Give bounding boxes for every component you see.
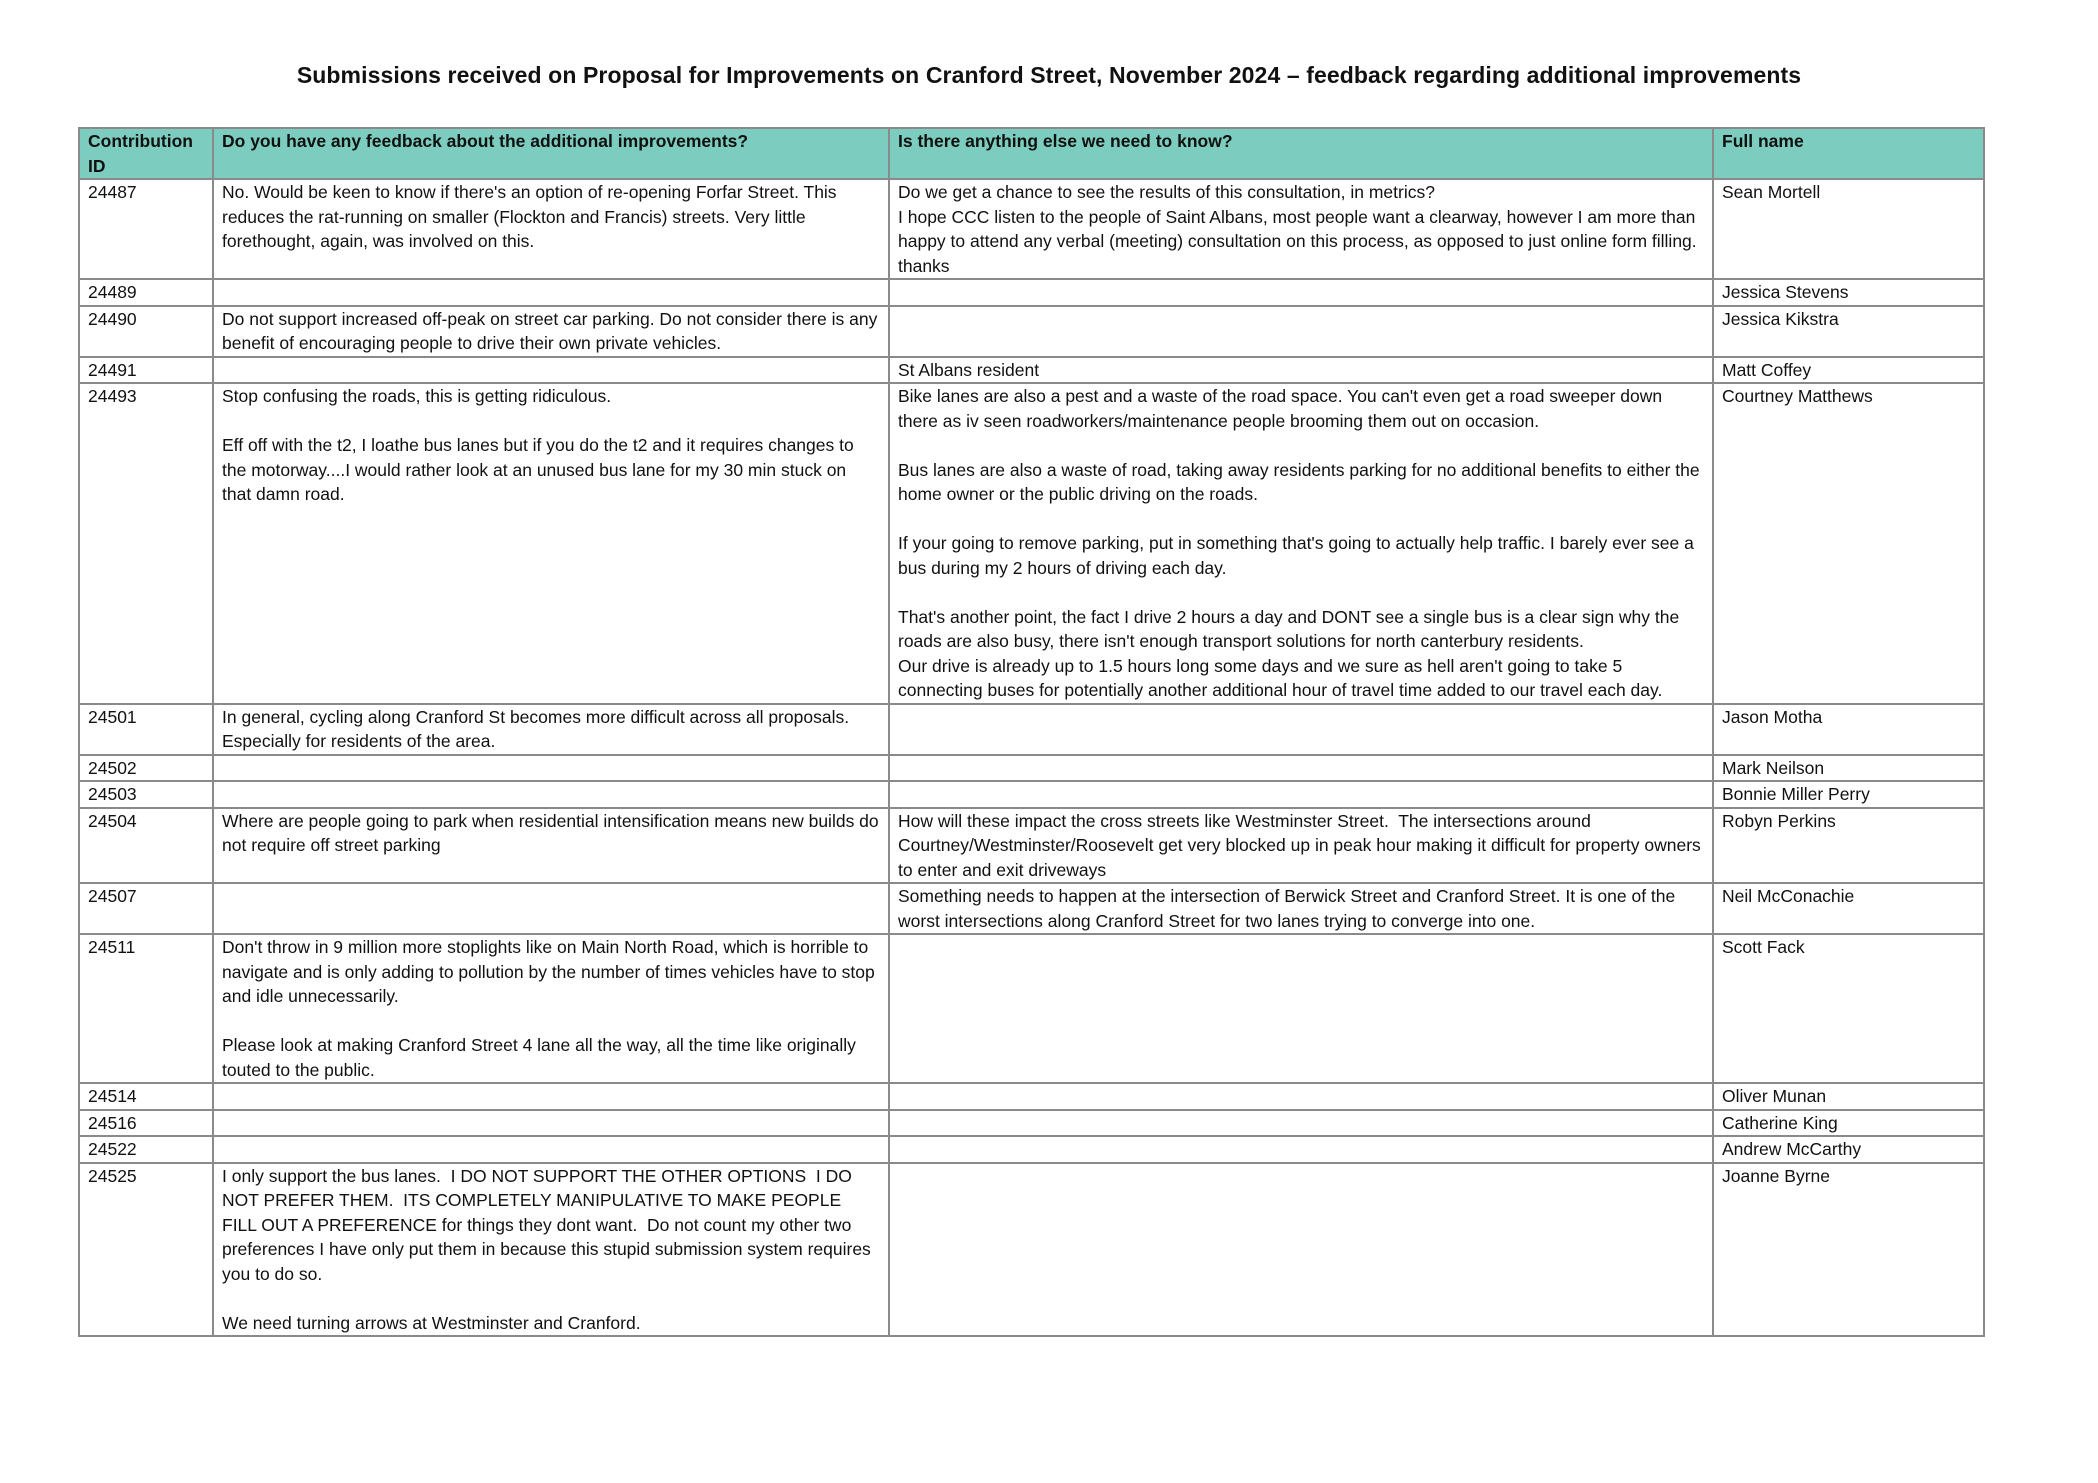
contribution-id-cell: 24522 [79,1136,213,1163]
anything-else-cell [889,781,1713,808]
table-row [79,883,1984,934]
full-name-cell: Bonnie Miller Perry [1713,781,1984,808]
contribution-id-cell: 24503 [79,781,213,808]
feedback-cell [213,357,889,384]
full-name-cell: Joanne Byrne [1713,1163,1984,1337]
table-row [79,755,1984,782]
header-contribution-id: Contribution ID [79,128,213,179]
document-title: Submissions received on Proposal for Improvements on Cranford Street, November 2024 – feedback regarding additional improvements [296,62,1802,88]
table-row [79,179,1984,279]
full-name-cell: Sean Mortell [1713,179,1984,279]
anything-else-cell: Bike lanes are also a pest and a waste of the road space. You can't even get a road sweeper down there as iv seen roadworkers/maintenance people brooming them out on occasion. Bus lanes are also a waste of road, taking away residents parking for no additional benefits to either the home owner or the public driving on the roads. If your going to remove parking, put in something that's going to actually help traffic. I barely ever see a bus during my 2 hours of driving each day. That's another point, the fact I drive 2 hours a day and DONT see a single bus is a clear sign why the roads are also busy, there isn't enough transport solutions for north canterbury residents. Our drive is already up to 1.5 hours long some days and we sure as hell aren't going to take 5 connecting buses for potentially another additional hour of travel time added to our travel each day. [889,383,1713,704]
contribution-id-cell: 24491 [79,357,213,384]
anything-else-cell [889,306,1713,357]
header-anything-else: Is there anything else we need to know? [889,128,1713,179]
contribution-id-cell: 24490 [79,306,213,357]
contribution-id-cell: 24489 [79,279,213,306]
anything-else-cell [889,1163,1713,1337]
table-row [79,808,1984,884]
full-name-cell: Oliver Munan [1713,1083,1984,1110]
table-row [79,279,1984,306]
anything-else-cell [889,1136,1713,1163]
contribution-id-cell: 24504 [79,808,213,884]
feedback-cell: No. Would be keen to know if there's an option of re-opening Forfar Street. This reduces the rat-running on smaller (Flockton and Francis) streets. Very little forethought, again, was involved on this. [213,179,889,279]
table-body [79,179,1984,1336]
feedback-cell: I only support the bus lanes. I DO NOT SUPPORT THE OTHER OPTIONS I DO NOT PREFER THEM. ITS COMPLETELY MANIPULATIVE TO MAKE PEOPLE FILL OUT A PREFERENCE for things they dont want. Do not count my other two preferences I have only put them in because this stupid submission system requires you to do so. We need turning arrows at Westminster and Cranford. [213,1163,889,1337]
anything-else-cell [889,755,1713,782]
anything-else-cell: St Albans resident [889,357,1713,384]
table-row [79,934,1984,1083]
submissions-table [78,127,1985,1337]
header-feedback: Do you have any feedback about the additional improvements? [213,128,889,179]
full-name-cell: Jessica Kikstra [1713,306,1984,357]
table-row [79,306,1984,357]
table-row [79,357,1984,384]
contribution-id-cell: 24516 [79,1110,213,1137]
table-row [79,1136,1984,1163]
feedback-cell: In general, cycling along Cranford St becomes more difficult across all proposals. Especially for residents of the area. [213,704,889,755]
anything-else-cell [889,704,1713,755]
full-name-cell: Scott Fack [1713,934,1984,1083]
contribution-id-cell: 24502 [79,755,213,782]
feedback-cell: Do not support increased off-peak on street car parking. Do not consider there is any benefit of encouraging people to drive their own private vehicles. [213,306,889,357]
anything-else-cell [889,279,1713,306]
full-name-cell: Robyn Perkins [1713,808,1984,884]
table-row [79,704,1984,755]
anything-else-cell: Something needs to happen at the intersection of Berwick Street and Cranford Street. It is one of the worst intersections along Cranford Street for two lanes trying to converge into one. [889,883,1713,934]
feedback-cell [213,781,889,808]
full-name-cell: Jason Motha [1713,704,1984,755]
contribution-id-cell: 24507 [79,883,213,934]
feedback-cell [213,755,889,782]
feedback-cell [213,1136,889,1163]
header-full-name: Full name [1713,128,1984,179]
full-name-cell: Matt Coffey [1713,357,1984,384]
anything-else-cell [889,1083,1713,1110]
table-row [79,1110,1984,1137]
feedback-cell [213,1110,889,1137]
contribution-id-cell: 24511 [79,934,213,1083]
anything-else-cell: How will these impact the cross streets like Westminster Street. The intersections around Courtney/Westminster/Roosevelt get very blocked up in peak hour making it difficult for property owners to enter and exit driveways [889,808,1713,884]
full-name-cell: Jessica Stevens [1713,279,1984,306]
full-name-cell: Neil McConachie [1713,883,1984,934]
header-row [79,128,1984,179]
full-name-cell: Mark Neilson [1713,755,1984,782]
anything-else-cell: Do we get a chance to see the results of this consultation, in metrics? I hope CCC listen to the people of Saint Albans, most people want a clearway, however I am more than happy to attend any verbal (meeting) consultation on this process, as opposed to just online form filling. thanks [889,179,1713,279]
contribution-id-cell: 24501 [79,704,213,755]
feedback-cell [213,1083,889,1110]
table-row [79,383,1984,704]
table-row [79,1083,1984,1110]
full-name-cell: Andrew McCarthy [1713,1136,1984,1163]
contribution-id-cell: 24514 [79,1083,213,1110]
full-name-cell: Courtney Matthews [1713,383,1984,704]
anything-else-cell [889,1110,1713,1137]
table-row [79,1163,1984,1337]
table-row [79,781,1984,808]
feedback-cell: Where are people going to park when residential intensification means new builds do not require off street parking [213,808,889,884]
feedback-cell: Don't throw in 9 million more stoplights like on Main North Road, which is horrible to navigate and is only adding to pollution by the number of times vehicles have to stop and idle unnecessarily. Please look at making Cranford Street 4 lane all the way, all the time like originally touted to the public. [213,934,889,1083]
table-header [79,128,1984,179]
full-name-cell: Catherine King [1713,1110,1984,1137]
feedback-cell [213,279,889,306]
anything-else-cell [889,934,1713,1083]
contribution-id-cell: 24493 [79,383,213,704]
feedback-cell: Stop confusing the roads, this is getting ridiculous. Eff off with the t2, I loathe bus lanes but if you do the t2 and it requires changes to the motorway....I would rather look at an unused bus lane for my 30 min stuck on that damn road. [213,383,889,704]
contribution-id-cell: 24525 [79,1163,213,1337]
feedback-cell [213,883,889,934]
contribution-id-cell: 24487 [79,179,213,279]
